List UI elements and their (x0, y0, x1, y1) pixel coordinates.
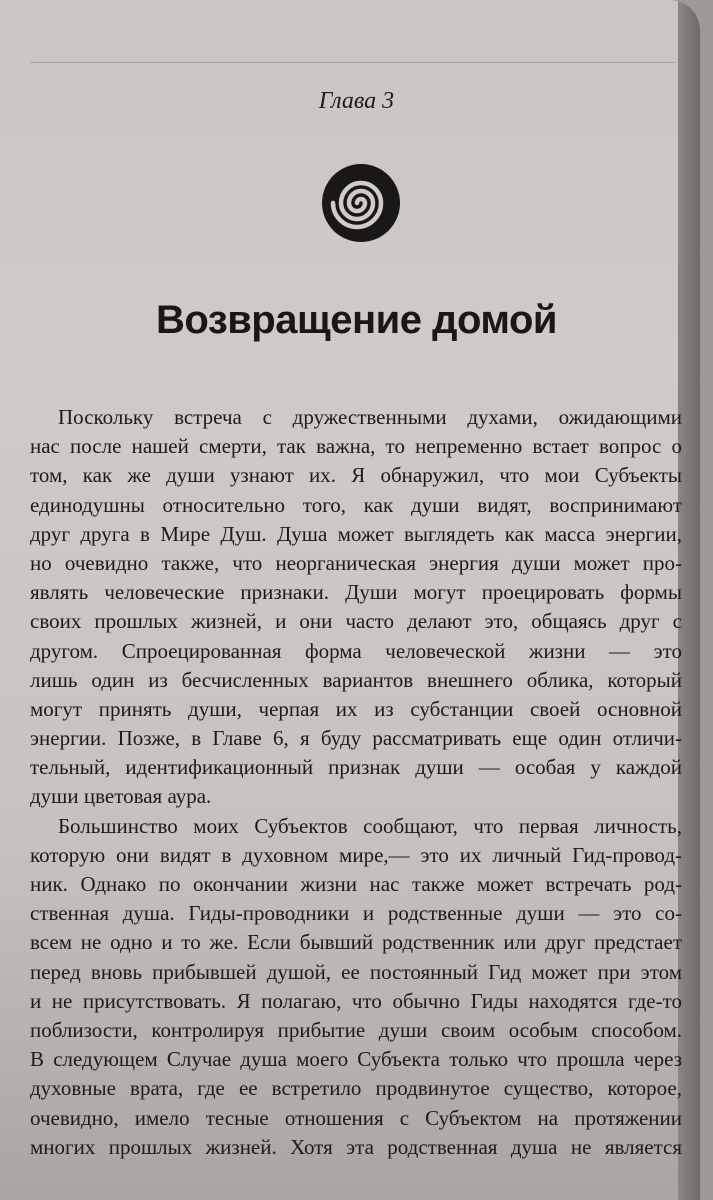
text-line: лишь один из бесчисленных вариантов внешнего облика, который (30, 667, 682, 692)
text-line: Большинство моих Субъектов сообщают, что первая личность, (58, 813, 682, 838)
text-line: которую они видят в духовном мире,— это их личный Гид-провод- (30, 842, 682, 867)
text-line: тельный, идентификационный признак души — особая у каждой (30, 755, 682, 780)
text-line: всем не одно и то же. Если бывший родственник или друг предстает (30, 930, 682, 955)
text-line: друг друга в Мире Душ. Душа может выглядеть как масса энергии, (30, 521, 682, 546)
text-line: другом. Спроецированная форма человеческой жизни — это (30, 638, 682, 663)
text-line: души цветовая аура. (30, 784, 212, 809)
chapter-title: Возвращение домой (156, 298, 557, 342)
text-line: ственная душа. Гиды-проводники и родственные души — это со- (30, 901, 682, 926)
text-line: духовные врата, где ее встретило продвинутое существо, которое, (30, 1076, 682, 1101)
text-line: многих прошлых жизней. Хотя эта родственная душа не является (30, 1134, 682, 1159)
text-line: своих прошлых жизней, и они часто делают это, общаясь друг с (30, 609, 682, 634)
paragraph-2 (30, 812, 682, 1162)
text-line: поблизости, контролируя прибытие души своим особым способом. (30, 1017, 682, 1042)
text-line: Поскольку встреча с дружественными духами, ожидающими (58, 405, 682, 429)
text-line: том, как же души узнают их. Я обнаружил, что мои Субъекты (30, 463, 682, 488)
text-line: могут принять души, черпая их из субстанции своей основной (30, 696, 682, 721)
text-line: очевидно, имело тесные отношения с Субъектом на протяжении (30, 1105, 682, 1130)
text-line: но очевидно также, что неорганическая энергия души может про- (30, 550, 682, 575)
text-line: перед вновь прибывшей душой, ее постоянный Гид может при этом (30, 959, 682, 984)
text-line: В следующем Случае душа моего Субъекта только что прошла через (30, 1047, 682, 1072)
chapter-label: Глава 3 (318, 88, 395, 114)
text-line: являть человеческие признаки. Души могут проецировать формы (30, 580, 682, 605)
text-line: единодушны относительно того, как души видят, воспринимают (30, 492, 682, 517)
text-line: нас после нашей смерти, так важна, то непременно встает вопрос о (30, 434, 682, 459)
header-rule (30, 62, 675, 63)
text-line: энергии. Позже, в Главе 6, я буду рассматривать еще один отличи- (30, 726, 682, 751)
text-line: ник. Однако по окончании жизни нас также может встречать род- (30, 872, 682, 896)
paragraph-1 (30, 403, 682, 812)
text-line: и не присутствовать. Я полагаю, что обычно Гиды находятся где-то (30, 988, 682, 1013)
body-text (30, 403, 682, 1162)
spiral-icon (320, 162, 402, 244)
